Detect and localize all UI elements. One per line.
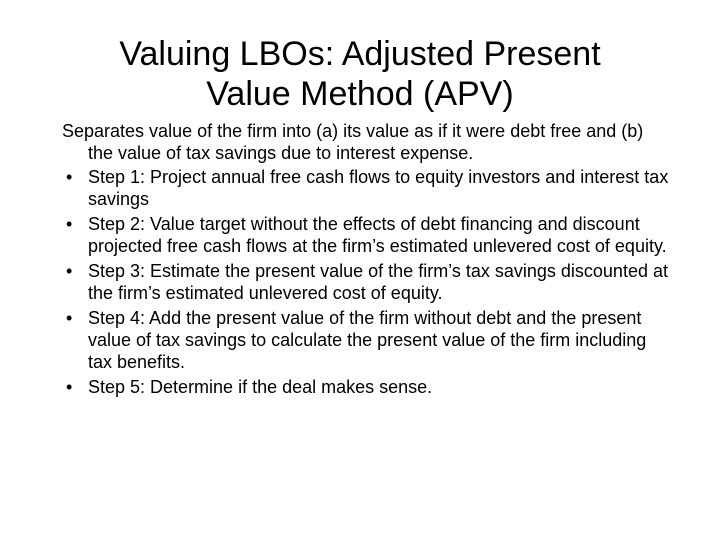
- step-text: Step 5: Determine if the deal makes sense.: [88, 377, 433, 397]
- slide-title: [60, 34, 660, 114]
- step-text: Step 2: Value target without the effects of debt financing and discount projected free cash flows at the firm’s estimated unlevered cost of equity.: [88, 214, 667, 256]
- bullet-icon: •: [66, 261, 73, 281]
- list-item-step-3: [62, 260, 672, 304]
- list-item-step-5: [62, 376, 672, 398]
- bullet-icon: •: [66, 167, 73, 187]
- steps-list: [62, 166, 672, 398]
- slide-title-line-1: Valuing LBOs: Adjusted Present: [119, 35, 601, 73]
- bullet-icon: •: [66, 308, 73, 328]
- list-item-step-1: [62, 166, 672, 210]
- list-item-step-2: [62, 213, 672, 257]
- bullet-icon: •: [66, 214, 73, 234]
- step-text: Step 4: Add the present value of the firm without debt and the present value of tax savings to calculate the present value of the firm including tax benefits.: [88, 308, 647, 372]
- step-text: Step 3: Estimate the present value of the firm’s tax savings discounted at the firm’s estimated unlevered cost of equity.: [88, 261, 668, 303]
- step-text: Step 1: Project annual free cash flows to equity investors and interest tax savings: [88, 167, 669, 209]
- bullet-icon: •: [66, 377, 73, 397]
- slide-body: [62, 120, 672, 401]
- intro-text: Separates value of the firm into (a) its value as if it were debt free and (b) the value of tax savings due to interest expense.: [62, 121, 644, 163]
- slide-title-line-2: Value Method (APV): [206, 75, 514, 113]
- list-item-step-4: [62, 307, 672, 373]
